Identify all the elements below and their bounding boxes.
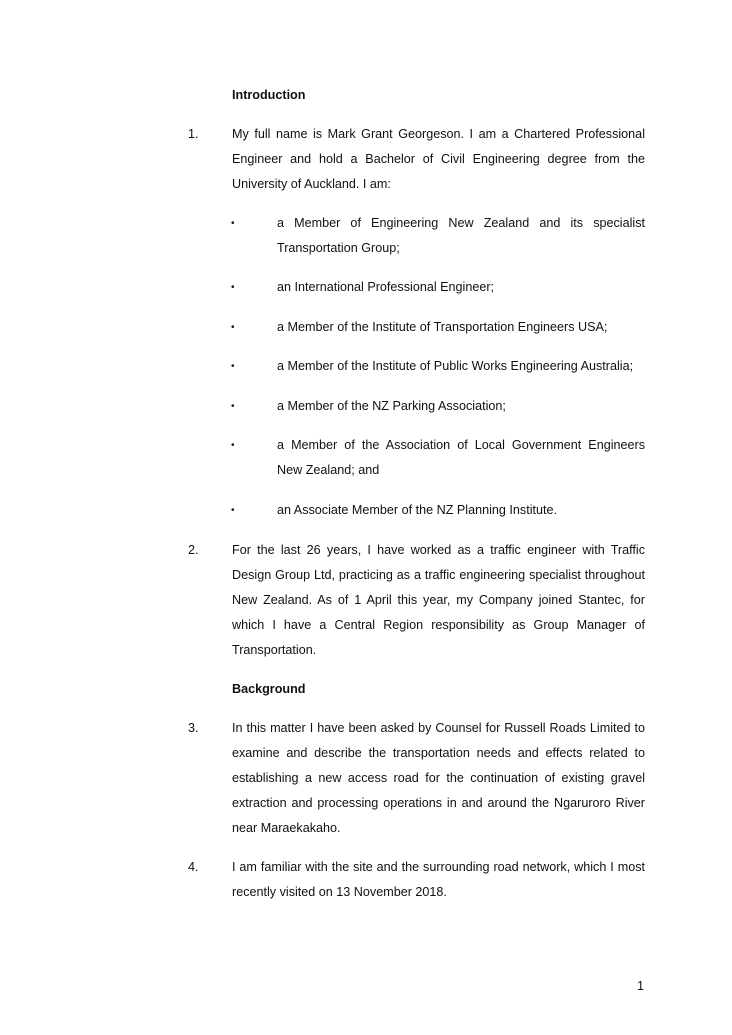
page-number: 1 <box>637 979 645 993</box>
bullet-marker: • <box>231 282 235 293</box>
paragraph-text: In this matter I have been asked by Counsel for Russell Roads Limited to examine and describe the transportation needs and effects related to establishing a new access road for the continuation of existing gravel extraction and processing operations in and around the Ngaruroro River near Maraekakaho. <box>232 721 645 835</box>
bullet-marker: • <box>231 361 235 372</box>
bullet-item: a Member of the Institute of Public Works Engineering Australia; <box>277 359 634 373</box>
bullet-item: a Member of Engineering New Zealand and its specialist Transportation Group; <box>277 216 645 255</box>
paragraph-text: My full name is Mark Grant Georgeson. I am a Chartered Professional Engineer and hold a Bachelor of Civil Engineering degree from the University of Auckland. I am: <box>232 127 645 191</box>
paragraph-number: 1. <box>188 127 199 141</box>
heading-background: Background <box>232 682 306 696</box>
paragraph-text: For the last 26 years, I have worked as a traffic engineer with Traffic Design Group Ltd, practicing as a traffic engineering specialist throughout New Zealand. As of 1 April this year, my Company joined Stantec, for which I have a Central Region responsibility as Group Manager of Transportation. <box>232 543 645 657</box>
bullet-item: an Associate Member of the NZ Planning Institute. <box>277 503 558 517</box>
bullet-marker: • <box>231 440 235 451</box>
bullet-marker: • <box>231 505 235 516</box>
bullet-item: an International Professional Engineer; <box>277 280 495 294</box>
paragraph-number: 2. <box>188 543 199 557</box>
paragraph-text: I am familiar with the site and the surrounding road network, which I most recently visited on 13 November 2018. <box>232 860 645 899</box>
bullet-marker: • <box>231 218 235 229</box>
bullet-marker: • <box>231 401 235 412</box>
heading-introduction: Introduction <box>232 88 306 102</box>
bullet-item: a Member of the Association of Local Government Engineers New Zealand; and <box>277 438 645 477</box>
bullet-marker: • <box>231 322 235 333</box>
bullet-item: a Member of the Institute of Transportation Engineers USA; <box>277 320 608 334</box>
paragraph-number: 4. <box>188 860 199 874</box>
bullet-item: a Member of the NZ Parking Association; <box>277 399 506 413</box>
paragraph-number: 3. <box>188 721 199 735</box>
